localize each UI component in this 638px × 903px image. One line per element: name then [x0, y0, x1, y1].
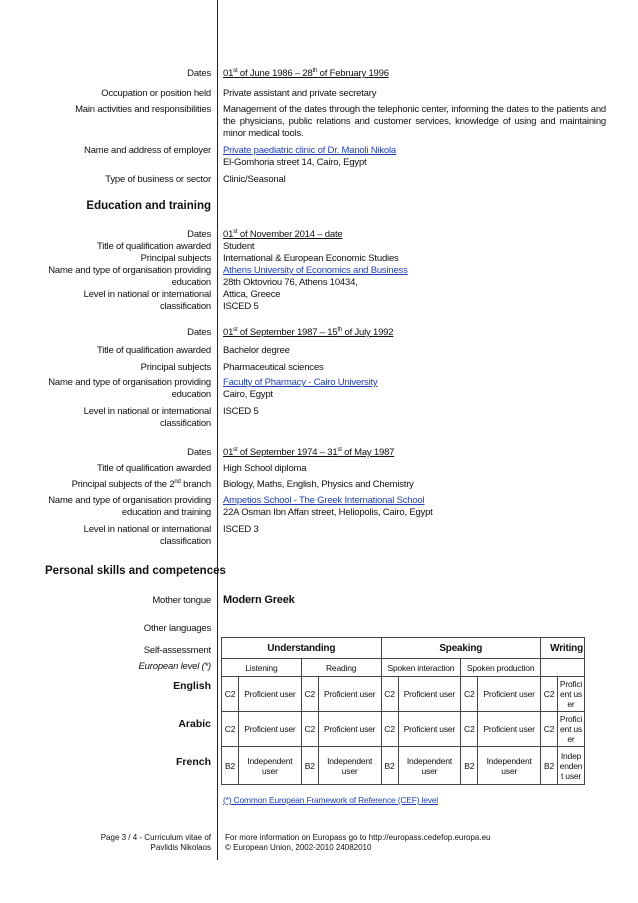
edu3-dates-label: Dates [187, 447, 211, 458]
edu3-subjects-label: Principal subjects of the 2nd branch [71, 478, 211, 490]
employer-link[interactable]: Private paediatric clinic of Dr. Manoli Nikola [223, 145, 396, 156]
employer-address: El-Gomhoria street 14, Cairo, Egypt [223, 157, 367, 168]
edu3-subjects-value: Biology, Maths, English, Physics and Chemistry [223, 479, 414, 490]
edu3-org-link[interactable]: Ampetios School - The Greek International School [223, 495, 425, 506]
activities-label: Main activities and responsibilities [75, 104, 211, 115]
other-languages-label: Other languages [143, 623, 211, 634]
business-value: Clinic/Seasonal [223, 174, 286, 185]
edu3-level-label: Level in national or international classification [83, 524, 211, 547]
table-row: C2 Proficient user C2 Proficient user C2 Proficient user C2 Proficient user C2 Proficient user [222, 677, 585, 712]
mother-tongue-label: Mother tongue [152, 595, 211, 606]
edu1-subjects-label: Principal subjects [140, 253, 211, 264]
edu1-org-link[interactable]: Athens University of Economics and Business [223, 265, 408, 276]
education-heading: Education and training [86, 200, 211, 212]
edu1-qual-label: Title of qualification awarded [96, 241, 211, 252]
edu2-org-label: Name and type of organisation providing education [48, 377, 211, 400]
subheader-listening: Listening [222, 659, 302, 677]
edu3-org-label: Name and type of organisation providing education and training [48, 495, 211, 518]
edu2-subjects-value: Pharmaceutical sciences [223, 362, 324, 373]
business-label: Type of business or sector [105, 174, 211, 185]
mother-tongue-value: Modern Greek [223, 594, 295, 606]
work-dates-label: Dates [187, 68, 211, 79]
edu1-dates-value: 01st of November 2014 – date [223, 228, 343, 240]
edu2-org-link[interactable]: Faculty of Pharmacy - Cairo University [223, 377, 378, 388]
table-row: C2 Proficient user C2 Proficient user C2 Proficient user C2 Proficient user C2 Proficient user [222, 712, 585, 747]
occupation-label: Occupation or position held [101, 88, 211, 99]
footer-left: Page 3 / 4 - Curriculum vitae of Pavlidis Nikolaos [100, 833, 211, 852]
footer-right: For more information on Europass go to http://europass.cedefop.europa.eu © European Union, 2002-2010 24082010 [225, 833, 491, 852]
edu3-qual-label: Title of qualification awarded [96, 463, 211, 474]
edu2-org-value: Faculty of Pharmacy - Cairo University Cairo, Egypt [223, 377, 378, 400]
edu1-level-value: ISCED 5 [223, 301, 259, 312]
work-dates-value: 01st of June 1986 – 28th of February 1996 [223, 67, 389, 79]
lang-name-french: French [175, 756, 211, 768]
edu3-level-value: ISCED 3 [223, 524, 259, 535]
subheader-reading: Reading [301, 659, 381, 677]
edu1-org-value: Athens University of Economics and Business 28th Oktovriou 76, Athens 10434, Attica, Greece [223, 265, 408, 300]
edu1-dates-label: Dates [187, 229, 211, 240]
edu1-subjects-value: International & European Economic Studies [223, 253, 399, 264]
edu3-qual-value: High School diploma [223, 463, 307, 474]
table-row: B2 Independent user B2 Independent user B2 Independent user B2 Independent user B2 Independent user [222, 747, 585, 785]
header-speaking: Speaking [381, 638, 541, 659]
language-assessment-table [221, 637, 585, 785]
activities-value: Management of the dates through the telephonic center, informing the dates to the patients and the physicians, public relations and customer services, knowledge of using and maintaining minor medical tools. [223, 104, 606, 139]
lang-name-english: English [173, 680, 211, 692]
subheader-spoken-production: Spoken production [461, 659, 541, 677]
edu2-subjects-label: Principal subjects [140, 362, 211, 373]
occupation-value: Private assistant and private secretary [223, 88, 377, 99]
edu2-qual-label: Title of qualification awarded [96, 345, 211, 356]
cef-note[interactable]: (*) Common European Framework of Reference (CEF) level [223, 795, 438, 805]
edu1-qual-value: Student [223, 241, 255, 252]
edu2-qual-value: Bachelor degree [223, 345, 290, 356]
header-understanding: Understanding [222, 638, 382, 659]
edu1-level-label: Level in national or international classification [83, 289, 211, 312]
employer-value [223, 145, 608, 169]
edu2-dates-value: 01st of September 1987 – 15th of July 1992 [223, 326, 394, 338]
subheader-writing-blank [541, 659, 585, 677]
employer-label: Name and address of employer [84, 145, 211, 156]
header-writing: Writing [541, 638, 585, 659]
edu2-dates-label: Dates [187, 327, 211, 338]
edu3-org-value: Ampetios School - The Greek International School 22A Osman Ibn Affan street, Heliopolis, Cairo, Egypt [223, 495, 433, 518]
skills-heading: Personal skills and competences [45, 565, 226, 577]
edu2-level-label: Level in national or international classification [83, 406, 211, 429]
edu1-org-label: Name and type of organisation providing education [48, 265, 211, 288]
edu3-dates-value: 01st of September 1974 – 31st of May 1987 [223, 446, 395, 458]
european-level-label: European level (*) [138, 661, 211, 672]
lang-name-arabic: Arabic [178, 718, 211, 730]
column-divider [217, 0, 218, 860]
self-assessment-label: Self-assessment [143, 645, 211, 656]
edu2-level-value: ISCED 5 [223, 406, 259, 417]
subheader-spoken-interaction: Spoken interaction [381, 659, 461, 677]
